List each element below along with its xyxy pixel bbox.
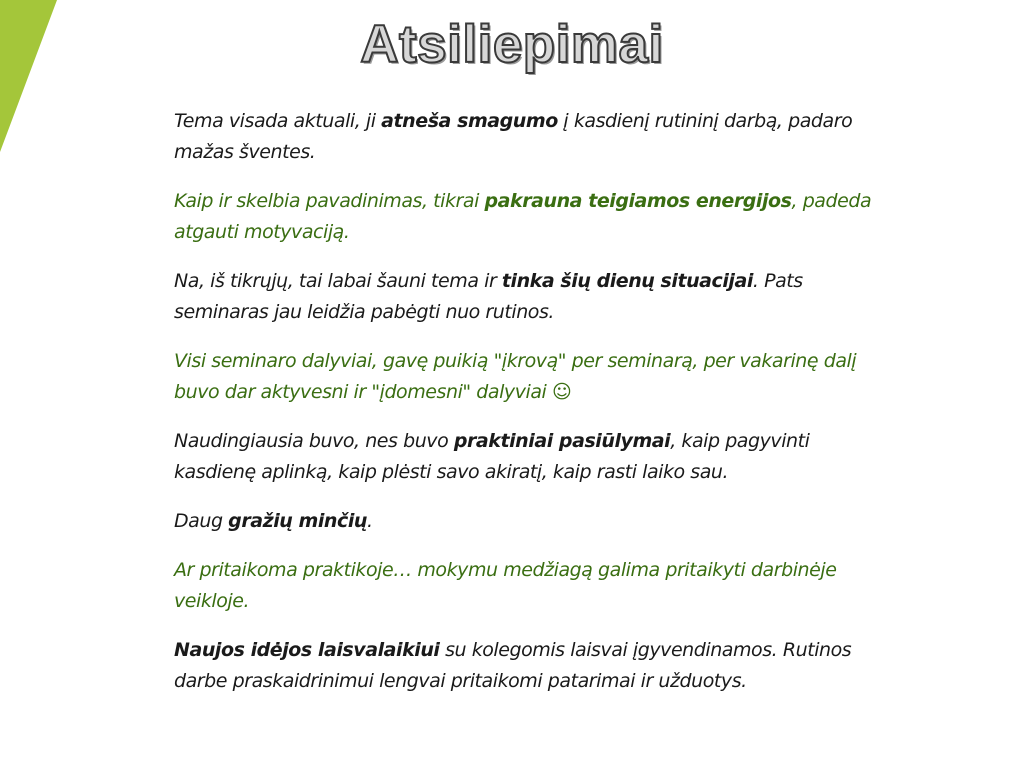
feedback-paragraph-1 [174, 106, 894, 168]
p1-text-c: į kasdienį rutininį darbą, padaro mažas šventes. [174, 110, 853, 163]
feedback-paragraph-5 [174, 426, 894, 488]
feedback-paragraph-2 [174, 186, 894, 248]
p3-text-c: . Pats seminaras jau leidžia pabėgti nuo rutinos. [174, 270, 803, 323]
p3-bold: tinka šių dienų situacijai [501, 270, 753, 292]
p6-text-c: . [366, 510, 373, 532]
p8-bold: Naujos idėjos laisvalaikiui [174, 639, 440, 661]
p7-text-a: Ar pritaikoma praktikoje… mokymu medžiagą galima pritaikyti darbinėje veikloje. [174, 559, 837, 612]
p4-text-a: Visi seminaro dalyviai, gavę puikią "įkrovą" per seminarą, per vakarinę dalį buvo dar aktyvesni ir "įdomesni" dalyviai [174, 350, 857, 403]
p8-text-b: su kolegomis laisvai įgyvendinamos. Rutinos darbe praskaidrinimui lengvai pritaikomi patarimai ir užduotys. [174, 639, 852, 692]
feedback-paragraph-6 [174, 506, 894, 537]
p2-text-c: , padeda atgauti motyvaciją. [174, 190, 872, 243]
p6-text-a: Daug [174, 510, 229, 532]
feedback-paragraph-8 [174, 635, 894, 697]
p5-text-a: Naudingiausia buvo, nes buvo [174, 430, 454, 452]
feedback-paragraph-7 [174, 555, 894, 617]
slide-title: Atsiliepimai [360, 15, 664, 74]
p6-bold: gražių minčių [228, 510, 367, 532]
feedback-paragraph-4 [174, 346, 894, 408]
feedback-paragraph-3 [174, 266, 894, 328]
p2-text-a: Kaip ir skelbia pavadinimas, tikrai [174, 190, 485, 212]
p2-bold: pakrauna teigiamos energijos [484, 190, 792, 212]
p5-text-c: , kaip pagyvinti kasdienę aplinką, kaip plėsti savo akiratį, kaip rasti laiko sau. [174, 430, 810, 483]
p1-text-a: Tema visada aktuali, ji [174, 110, 382, 132]
p3-text-a: Na, iš tikrųjų, tai labai šauni tema ir [174, 270, 502, 292]
p1-bold: atneša smagumo [381, 110, 558, 132]
smiley-icon: ☺ [551, 381, 572, 403]
p5-bold: praktiniai pasiūlymai [453, 430, 671, 452]
feedback-list [174, 106, 894, 715]
